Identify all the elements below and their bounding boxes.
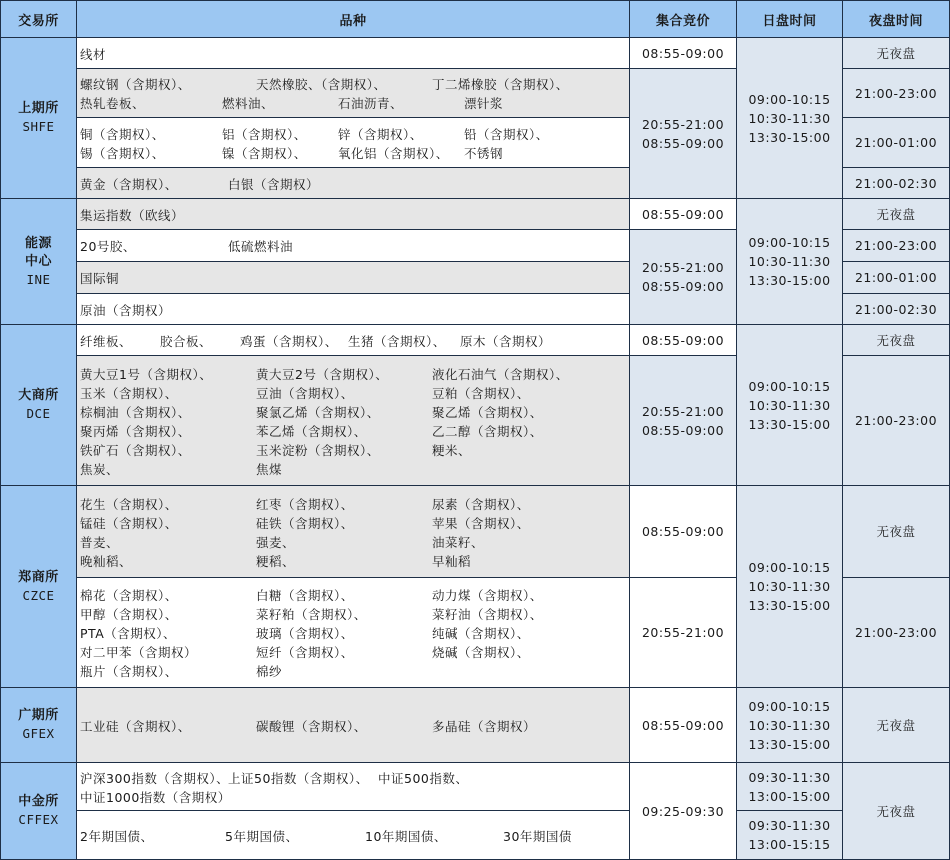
product-item: 烧碱（含期权）、 [432,645,530,660]
product-item: 上证50指数（含期权）、 [228,770,369,786]
product-item: 黄大豆2号（含期权）、 [256,366,389,382]
exchange-shfe [0,37,77,199]
auction-time: 08:55-09:00 [629,687,737,763]
auction-time: 08:55-09:00 [629,198,737,230]
time-line: 09:30-11:30 [748,818,831,833]
product-row [76,68,630,118]
product-row [76,324,630,356]
product-item: 沪深300指数（含期权）、 [80,770,230,786]
product-item: 聚氯乙烯（含期权）、 [256,404,380,420]
product-item: 低硫燃料油 [228,239,294,254]
product-item: 粳稻、 [256,553,296,569]
exchange-dce [0,324,77,486]
product-item: 石油沥青、 [338,96,404,111]
product-row [76,577,630,688]
product-item: 热轧卷板、 [80,96,146,111]
product-item: 聚乙烯（含期权）、 [432,404,543,420]
product-row [76,37,630,69]
product-item: 国际铜 [80,271,120,286]
product-item: 白糖（含期权）、 [256,588,354,603]
product-item: 铅（含期权）、 [464,126,549,142]
time-line: 09:30-11:30 [748,769,831,785]
product-item: 氧化铝（含期权）、 [338,145,449,161]
night-session: 21:00-23:00 [842,355,950,486]
product-item: 中证1000指数（含期权） [80,789,231,805]
auction-time: 08:55-09:00 [629,324,737,356]
product-item: 硅铁（含期权）、 [256,515,354,531]
product-item: 油菜籽、 [432,534,485,550]
product-item: 液化石油气（含期权）、 [432,366,569,382]
time-line: 20:55-21:00 [641,403,725,419]
exchange-code: CFFEX [18,812,59,827]
product-item: 多晶硅（含期权） [432,718,537,734]
night-session: 21:00-01:00 [842,261,950,294]
product-item: 红枣（含期权）、 [256,496,354,512]
exchange-name: 能源 中心 [24,235,52,269]
night-session: 21:00-23:00 [842,68,950,118]
product-item: 20号胶、 [80,239,136,254]
exchange-ine [0,198,77,325]
product-item: 豆粕（含期权）、 [432,385,530,401]
product-item: 玻璃（含期权）、 [256,626,354,641]
header-day: 日盘时间 [736,0,843,38]
header-product: 品种 [76,0,630,38]
time-line: 20:55-21:00 [641,260,725,275]
exchange-code: INE [26,271,51,287]
exchange-code: GFEX [22,726,55,741]
product-item: 短纤（含期权）、 [256,645,354,660]
time-line: 08:55-09:00 [641,279,725,294]
time-line: 10:30-11:30 [748,717,831,733]
product-item: 2年期国债、 [80,828,154,844]
product-item: 30年期国债 [503,828,572,844]
product-item: 漂针浆 [464,96,504,111]
time-line: 09:00-10:15 [748,560,831,575]
product-item: 生猪（含期权）、 [348,333,446,349]
day-session [736,37,843,199]
night-session: 21:00-02:30 [842,293,950,325]
time-line: 08:55-09:00 [641,135,725,151]
exchange-czce [0,485,77,688]
product-item: 菜籽油（含期权）、 [432,607,543,622]
product-item: 动力煤（含期权）、 [432,588,543,603]
product-item: 焦煤 [256,461,283,477]
product-item: 甲醇（含期权）、 [80,607,178,622]
product-item: 镍（含期权）、 [222,145,307,161]
product-row [76,355,630,486]
time-line: 20:55-21:00 [641,116,725,132]
product-item: 玉米（含期权）、 [80,385,178,401]
product-item: 集运指数（欧线） [80,207,185,223]
exchange-name: 郑商所 [18,569,59,585]
time-line: 13:30-15:00 [748,273,831,288]
product-item: 原油（含期权） [80,302,172,318]
product-item: 焦炭、 [80,461,120,477]
product-item: 中证500指数、 [378,770,469,786]
night-session: 无夜盘 [842,198,950,230]
product-item: 普麦、 [80,534,120,550]
time-line: 09:00-10:15 [748,378,831,394]
time-line: 13:30-15:00 [748,598,831,613]
day-session [736,198,843,325]
product-item: 5年期国债、 [225,828,299,844]
product-item [432,662,608,681]
product-item: 纯碱（含期权）、 [432,626,530,641]
time-line: 09:00-10:15 [748,698,831,714]
time-line: 08:55-09:00 [641,422,725,438]
product-item: 丁二烯橡胶（含期权）、 [432,77,569,92]
product-item: 对二甲苯（含期权） [80,645,198,660]
time-line: 13:30-15:00 [748,736,831,752]
day-session [736,687,843,763]
product-item: 棕榈油（含期权）、 [80,404,191,420]
product-item: 碳酸锂（含期权）、 [256,718,367,734]
auction-time: 09:25-09:30 [629,762,737,860]
exchange-name: 中金所 [18,794,59,809]
product-item: PTA（含期权）、 [80,626,177,641]
product-item: 锡（含期权）、 [80,145,165,161]
night-session: 无夜盘 [842,37,950,69]
time-line: 10:30-11:30 [748,254,831,269]
product-item: 聚丙烯（含期权）、 [80,423,191,439]
product-item: 锌（含期权）、 [338,126,423,142]
product-item: 花生（含期权）、 [80,496,178,512]
night-session: 无夜盘 [842,324,950,356]
product-item: 乙二醇（含期权）、 [432,423,543,439]
time-line: 10:30-11:30 [748,110,831,126]
product-item: 鸡蛋（含期权）、 [240,333,338,349]
auction-time: 08:55-09:00 [629,485,737,578]
time-line: 13:00-15:15 [748,837,831,852]
night-session: 21:00-01:00 [842,117,950,168]
night-session: 无夜盘 [842,762,950,860]
auction-time [629,355,737,486]
product-item: 线材 [80,46,107,62]
exchange-code: SHFE [22,119,55,134]
auction-time: 08:55-09:00 [629,37,737,69]
exchange-gfex [0,687,77,763]
auction-time [629,68,737,199]
exchange-name: 大商所 [18,388,59,403]
exchange-name: 广期所 [18,708,59,723]
header-exchange: 交易所 [0,0,77,38]
night-session: 21:00-02:30 [842,167,950,199]
header-night: 夜盘时间 [842,0,950,38]
product-row [76,261,630,294]
product-item: 尿素（含期权）、 [432,496,530,512]
product-item: 豆油（含期权）、 [256,385,354,401]
product-row [76,229,630,262]
product-item: 螺纹钢（含期权）、 [80,77,191,92]
night-session: 21:00-23:00 [842,577,950,688]
time-line: 13:30-15:00 [748,416,831,432]
product-item: 胶合板、 [160,333,213,349]
product-row [76,810,630,860]
product-row [76,167,630,199]
product-row [76,687,630,763]
product-item: 铜（含期权）、 [80,126,165,142]
time-line: 09:00-10:15 [748,235,831,250]
product-item: 早籼稻 [432,553,472,569]
auction-time [629,229,737,325]
exchange-name: 上期所 [18,101,59,116]
day-session [736,324,843,486]
time-line: 13:30-15:00 [748,129,831,145]
time-line: 10:30-11:30 [748,579,831,594]
product-item: 燃料油、 [222,96,275,111]
time-line: 09:00-10:15 [748,91,831,107]
product-item: 工业硅（含期权）、 [80,718,191,734]
product-item: 黄大豆1号（含期权）、 [80,366,213,382]
product-item: 铁矿石（含期权）、 [80,442,191,458]
exchange-code: DCE [26,406,51,421]
exchange-cffex [0,762,77,860]
product-item: 锰硅（含期权）、 [80,515,178,531]
product-item: 晚籼稻、 [80,553,133,569]
product-item: 玉米淀粉（含期权）、 [256,442,380,458]
time-line: 13:00-15:00 [748,788,831,804]
product-item: 强麦、 [256,534,296,550]
product-item: 棉纱 [256,664,283,679]
day-session [736,485,843,688]
product-item: 原木（含期权） [460,333,552,349]
product-row [76,485,630,578]
product-item: 天然橡胶、（含期权）、 [256,77,387,92]
night-session: 无夜盘 [842,687,950,763]
day-session [736,810,843,860]
product-row [76,293,630,325]
auction-time: 20:55-21:00 [629,577,737,688]
product-item: 纤维板、 [80,333,133,349]
product-item: 苯乙烯（含期权）、 [256,423,367,439]
night-session: 21:00-23:00 [842,229,950,262]
product-item: 苹果（含期权）、 [432,515,530,531]
time-line: 10:30-11:30 [748,397,831,413]
product-item: 粳米、 [432,442,472,458]
product-item: 白银（含期权） [228,176,320,192]
night-session: 无夜盘 [842,485,950,578]
product-item: 瓶片（含期权）、 [80,664,178,679]
product-row [76,762,630,811]
product-item: 10年期国债、 [365,828,447,844]
product-row [76,117,630,168]
product-item: 铝（含期权）、 [222,126,307,142]
day-session [736,762,843,811]
product-row [76,198,630,230]
product-item: 黄金（含期权）、 [80,176,178,192]
product-item: 菜籽粕（含期权）、 [256,607,367,622]
product-item: 棉花（含期权）、 [80,588,178,603]
exchange-code: CZCE [22,587,55,603]
product-item [432,460,608,479]
header-auction: 集合竞价 [629,0,737,38]
product-item: 不锈钢 [464,145,504,161]
